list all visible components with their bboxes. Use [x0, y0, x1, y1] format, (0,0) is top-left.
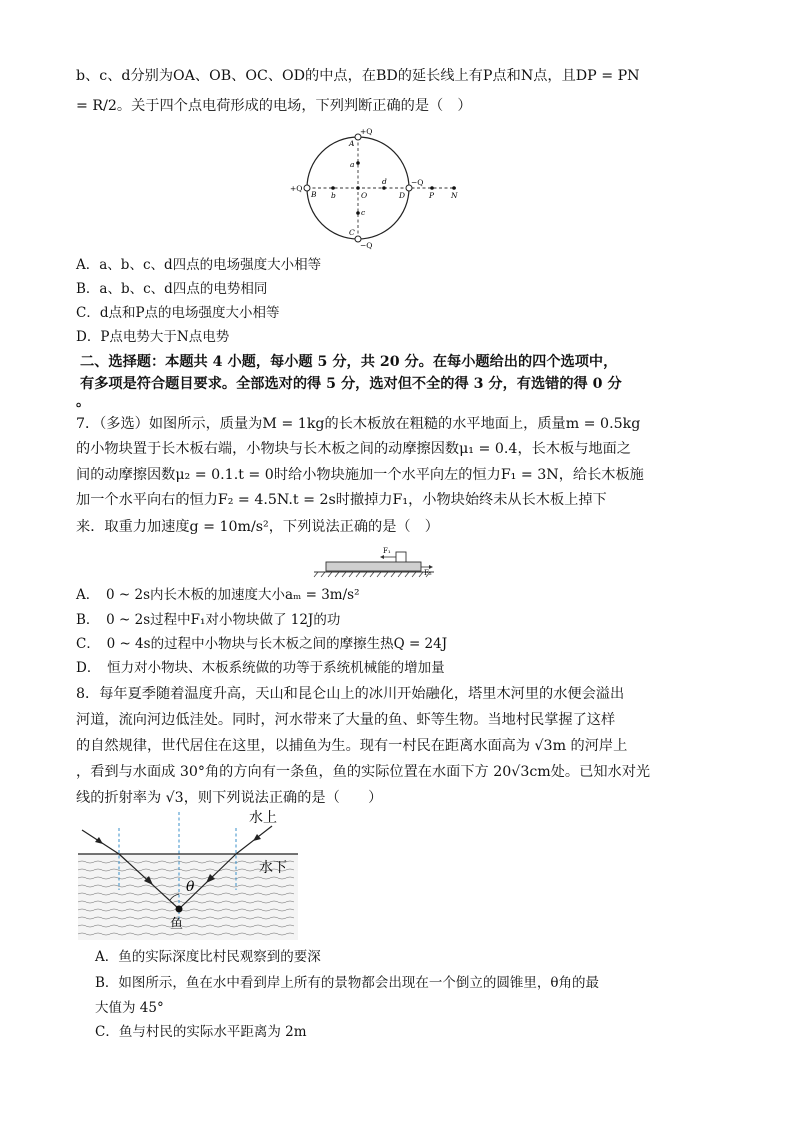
q7-option-c: C． 0 ~ 4s的过程中小物块与长木板之间的摩擦生热Q = 24J — [76, 636, 448, 652]
incident-arrow-left — [95, 837, 103, 844]
q7-line-1: 7．（多选）如图所示，质量为M = 1kg的长木板放在粗糙的水平地面上，质量m = 0.5kg — [76, 416, 641, 432]
label-fish: 鱼 — [170, 917, 184, 932]
q8-option-b: B．如图所示，鱼在水中看到岸上所有的景物都会出现在一个倒立的圆锥里，θ角的最 — [95, 975, 600, 991]
q8-option-a: A．鱼的实际深度比村民观察到的要深 — [95, 949, 321, 965]
fish-point — [176, 906, 183, 913]
small-block — [396, 552, 406, 563]
label-B: B — [311, 190, 317, 199]
charge-circle-figure — [280, 122, 480, 252]
f1-arrowhead — [380, 555, 384, 559]
q7-line-3: 间的动摩擦因数μ₂ = 0.1.t = 0时给小物块施加一个水平向左的恒力F₁ = 3N，给长木板施 — [76, 467, 644, 483]
q6-line-1: b、c、d分别为OA、OB、OC、OD的中点，在BD的延长线上有P点和N点，且DP = PN — [76, 68, 640, 84]
label-b: b — [331, 191, 336, 200]
label-plus-q-top: +Q — [360, 127, 373, 136]
q7-line-4: 加一个水平向右的恒力F₂ = 4.5N.t = 2s时撤掉力F₁，小物块始终未从长木板上掉下 — [76, 492, 607, 508]
section2-line-2: 有多项是符合题目要求。全部选对的得 5 分，选对但不全的得 3 分，有选错的得 0 分 — [80, 376, 622, 392]
board-block-figure — [310, 545, 440, 581]
label-a: a — [350, 160, 355, 169]
label-A: A — [349, 139, 355, 148]
label-D: D — [399, 191, 406, 200]
point-N — [452, 186, 456, 190]
label-minus-q-bottom: −Q — [360, 241, 373, 250]
section2-line-1: 二、选择题：本题共 4 小题，每小题 5 分，共 20 分。在每小题给出的四个选项中， — [80, 354, 618, 370]
label-d: d — [382, 177, 387, 186]
label-C: C — [349, 228, 355, 237]
f1-label: F₁ — [383, 547, 391, 555]
point-a — [356, 161, 360, 165]
q8-option-c: C．鱼与村民的实际水平距离为 2m — [95, 1024, 307, 1040]
q7-option-a: A． 0 ~ 2s内长木板的加速度大小aₘ = 3m/s² — [76, 587, 360, 603]
section2-line-3: 。 — [76, 394, 91, 410]
q6-option-d: D．P点电势大于N点电势 — [76, 329, 230, 345]
label-below-water: 水下 — [259, 860, 287, 876]
charge-left — [304, 185, 310, 191]
q6-option-b: B．a、b、c、d四点的电势相同 — [76, 281, 268, 297]
ground-hatch — [314, 572, 430, 577]
refraction-figure — [76, 806, 302, 942]
q8-line-4: ，看到与水面成 30°角的方向有一条鱼，鱼的实际位置在水面下方 20√3cm处。已知水对光 — [76, 764, 651, 780]
q7-option-b: B． 0 ~ 2s过程中F₁对小物块做了 12J的功 — [76, 612, 341, 628]
q8-line-3: 的自然规律，世代居住在这里，以捕鱼为生。现有一村民在距离水面高为 √3m 的河岸上 — [76, 738, 628, 754]
label-N: N — [451, 191, 458, 200]
q8-line-2: 河道，流向河边低洼处。同时，河水带来了大量的鱼、虾等生物。当地村民掌握了这样 — [76, 712, 616, 728]
f2-label: F₂ — [424, 569, 432, 577]
q7-option-d: D． 恒力对小物块、木板系统做的功等于系统机械能的增加量 — [76, 660, 445, 676]
long-board — [326, 562, 421, 571]
q7-line-5: 来．取重力加速度g = 10m/s²，下列说法正确的是（ ） — [76, 519, 439, 535]
point-c — [356, 211, 360, 215]
q8-line-1: 8．每年夏季随着温度升高，天山和昆仑山上的冰川开始融化，塔里木河里的水便会溢出 — [76, 686, 625, 702]
q6-option-c: C．d点和P点的电场强度大小相等 — [76, 305, 280, 321]
q6-line-2: = R/2。关于四个点电荷形成的电场，下列判断正确的是（ ） — [76, 98, 472, 114]
label-O: O — [361, 191, 368, 200]
q8-option-b-cont: 大值为 45° — [95, 1000, 164, 1016]
point-b — [331, 186, 335, 190]
point-d — [382, 186, 386, 190]
label-minus-q-right: −Q — [411, 178, 424, 187]
label-plus-q-left: +Q — [290, 184, 303, 193]
point-P — [430, 186, 434, 190]
q8-line-5: 线的折射率为 √3，则下列说法正确的是（ ） — [76, 790, 383, 806]
label-theta: θ — [186, 879, 195, 895]
label-P: P — [429, 191, 435, 200]
label-c: c — [361, 208, 366, 217]
point-O — [356, 186, 360, 190]
q7-line-2: 的小物块置于长木板右端，小物块与长木板之间的动摩擦因数μ₁ = 0.4，长木板与地面之 — [76, 441, 631, 457]
label-above-water: 水上 — [249, 810, 277, 826]
q6-option-a: A．a、b、c、d四点的电场强度大小相等 — [76, 257, 322, 273]
